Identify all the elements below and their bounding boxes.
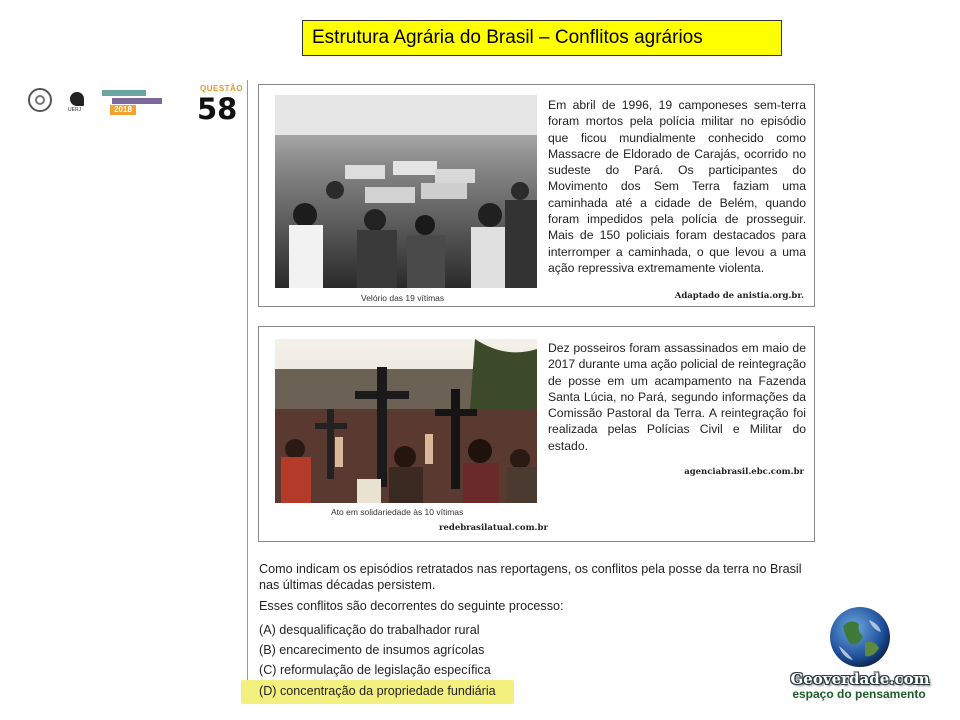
- uerj-logo-text: UERJ: [68, 107, 82, 113]
- margin-divider: [247, 80, 248, 695]
- photo-caption: Ato em solidariedade às 10 vítimas: [331, 507, 464, 517]
- option-b[interactable]: (B) encarecimento de insumos agrícolas: [259, 643, 485, 657]
- vestibular-year: 2018: [110, 105, 136, 115]
- option-c[interactable]: (C) reformulação de legislação específica: [259, 663, 491, 677]
- globe-icon: [829, 606, 891, 668]
- article-source: agenciabrasil.ebc.com.br: [684, 467, 804, 477]
- article-source: Adaptado de anistia.org.br.: [674, 291, 804, 301]
- slide-title: Estrutura Agrária do Brasil – Conflitos agrários: [302, 20, 782, 56]
- vestibular-logo: [102, 90, 162, 116]
- article-2-box: [258, 326, 815, 542]
- article-text: Em abril de 1996, 19 camponeses sem-terra foram mortos pela polícia militar no episódio que ficou mundialmente conhecido como Massacre de Eldorado de Carajás, ocorrido no sudeste do Pará. Os participantes do Movimento dos Sem Terra faziam uma caminhada até a cidade de Belém, quando foram impedidos pela polícia de prosseguir. Mais de 150 policiais foram destacados para interromper a caminhada, o que levou a uma ação repressiva extremamente violenta.: [548, 98, 806, 275]
- funeral-photo: [275, 95, 537, 288]
- protest-photo: [275, 339, 537, 503]
- article-1-box: [258, 84, 815, 307]
- brand-name: Geoverdade.com: [790, 670, 930, 688]
- photo-source: redebrasilatual.com.br: [439, 523, 548, 533]
- article-text: Dez posseiros foram assassinados em maio de 2017 durante uma ação policial de reintegração de posse em um acampamento na Fazenda Santa Lúcia, no Pará, segundo informações da Comissão Pastoral da Terra. A reintegração foi realizada pelas Polícias Civil e Militar do estado.: [548, 341, 806, 453]
- uerj-logo: [70, 92, 84, 106]
- question-stem: Como indicam os episódios retratados nas reportagens, os conflitos pela posse da terra no Brasil nas últimas décadas persistem.: [259, 562, 802, 592]
- option-a[interactable]: (A) desqualificação do trabalhador rural: [259, 623, 480, 637]
- question-label: QUESTÃO: [200, 84, 244, 93]
- option-d[interactable]: (D) concentração da propriedade fundiária: [259, 684, 496, 698]
- question-prompt: Esses conflitos são decorrentes do seguinte processo:: [259, 599, 564, 613]
- question-number: 58: [197, 92, 238, 126]
- photo-caption: Velório das 19 vítimas: [361, 293, 445, 303]
- brand-tagline: espaço do pensamento: [792, 687, 926, 701]
- university-seal-logo: [28, 88, 52, 112]
